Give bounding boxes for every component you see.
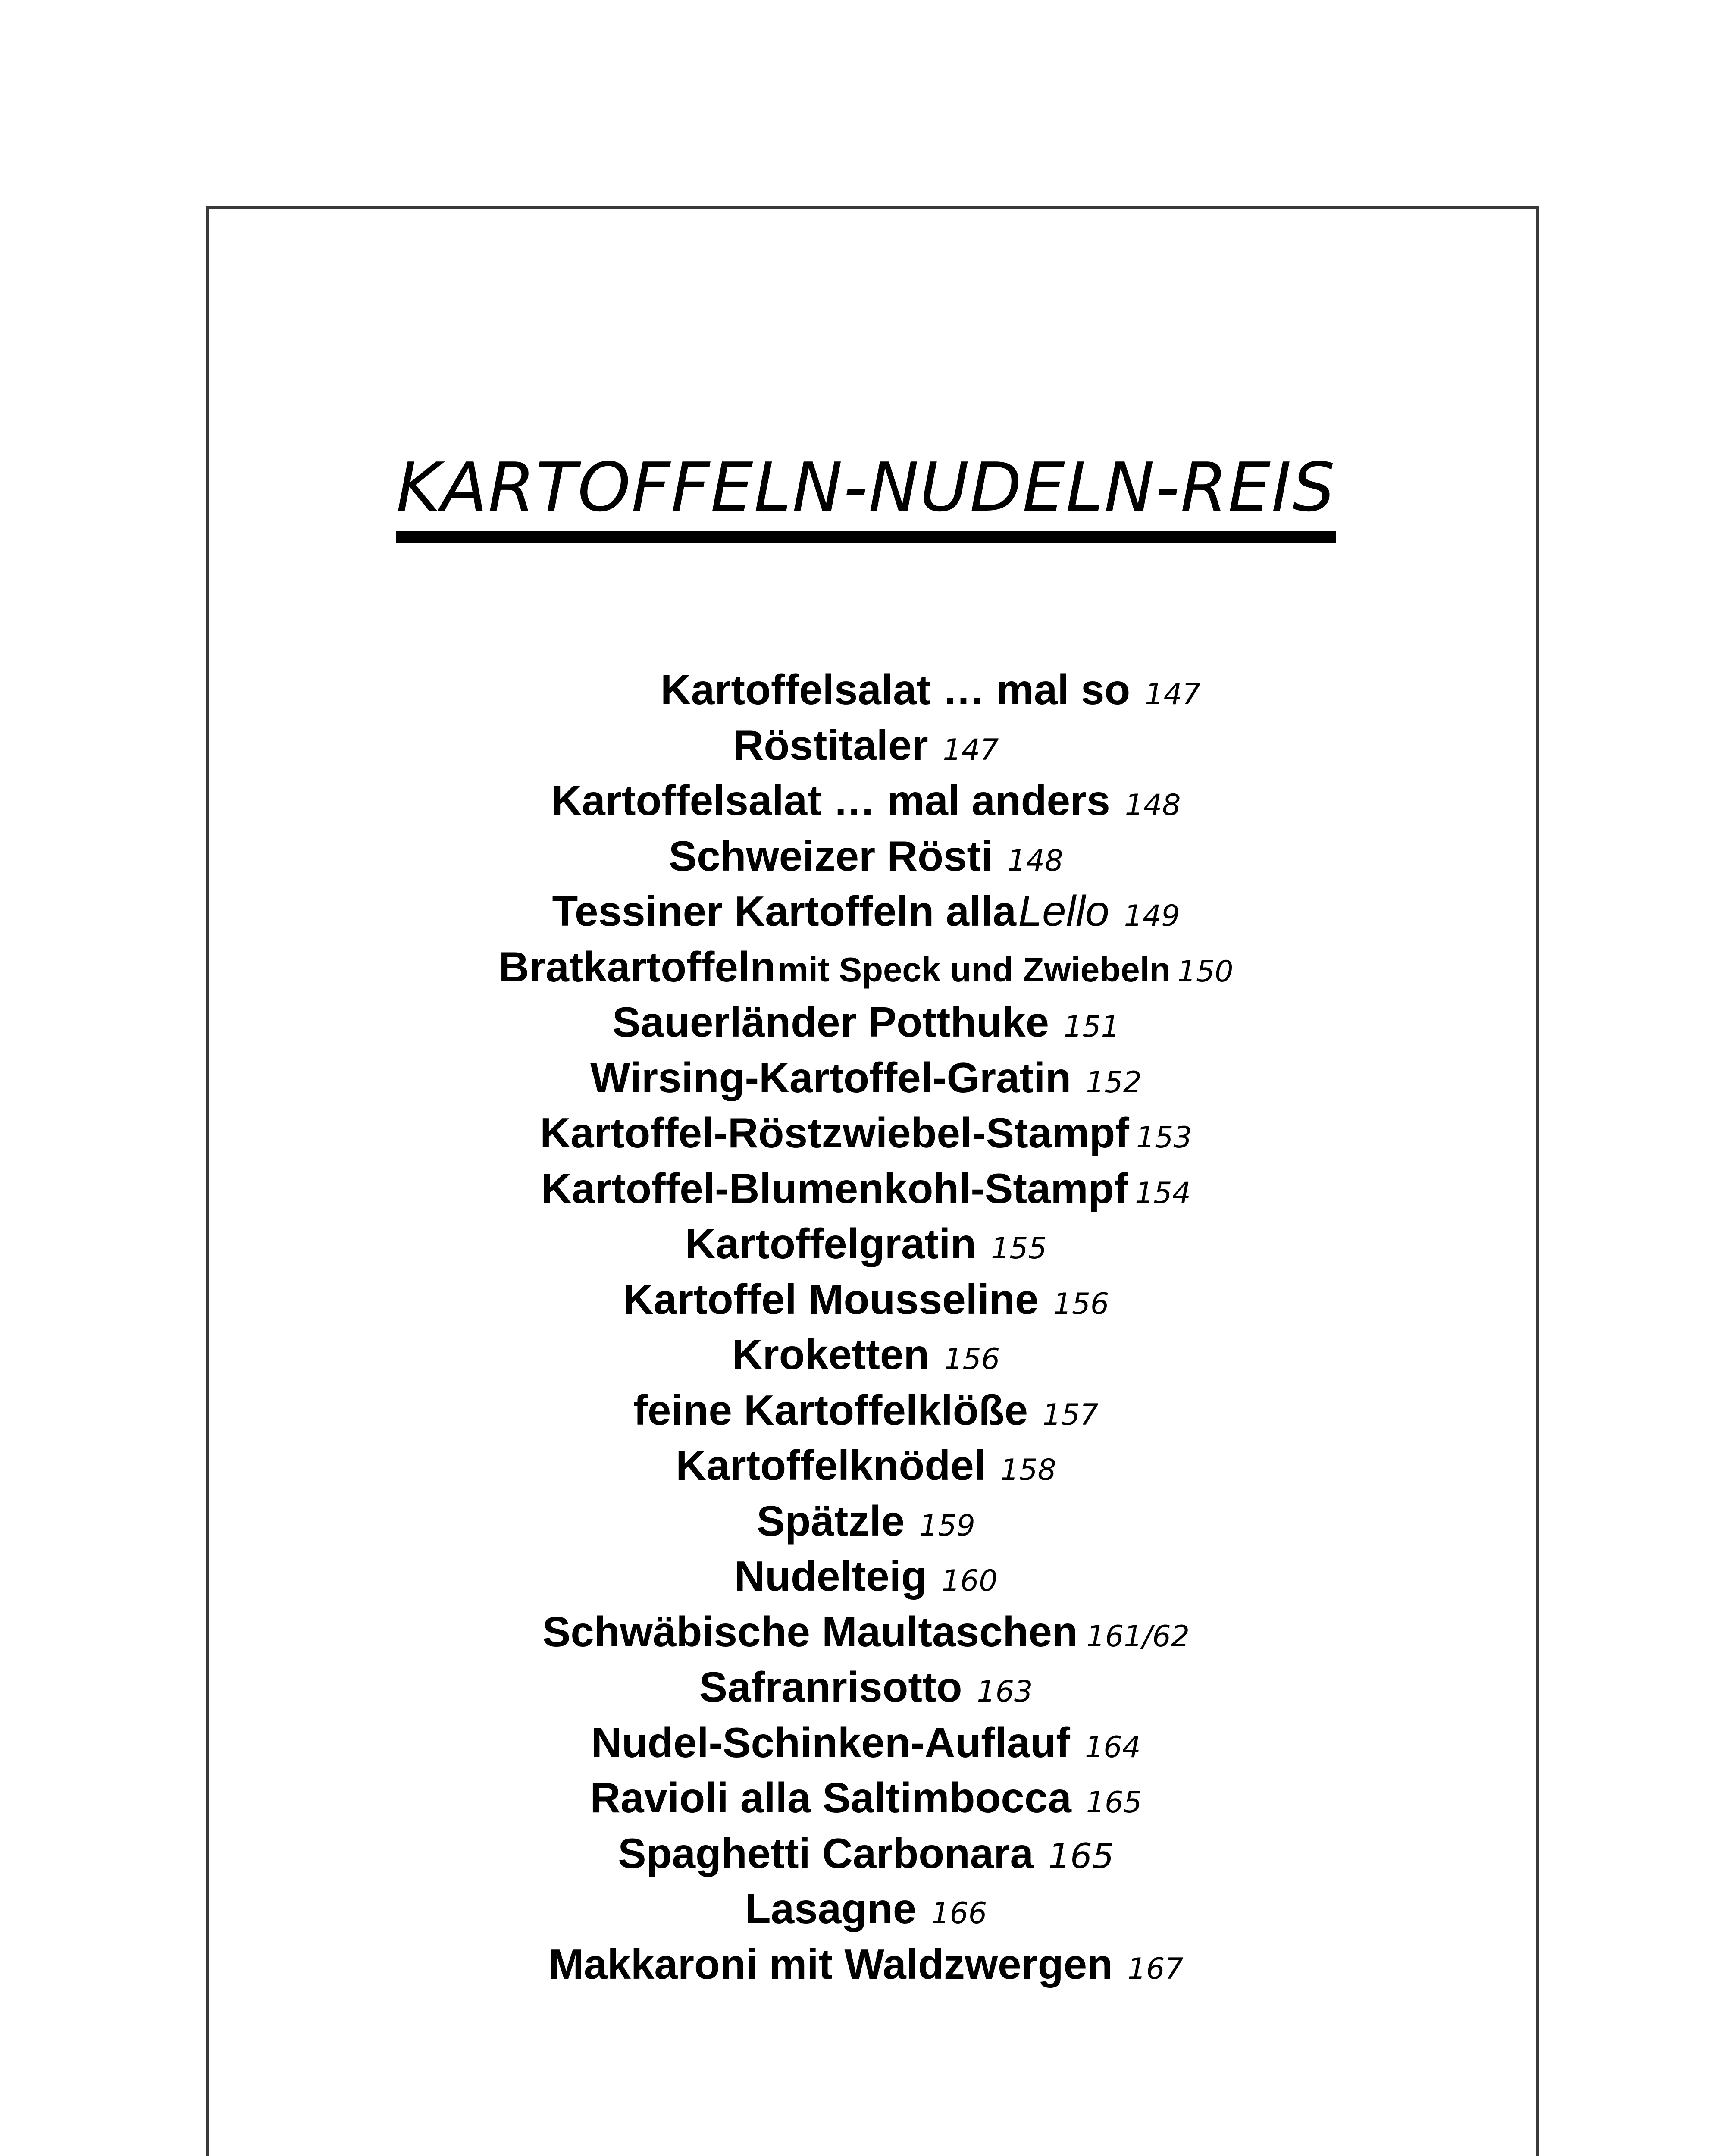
- toc-entry: [0, 718, 1732, 773]
- toc-entry-title: Makkaroni mit Waldzwergen: [548, 1940, 1113, 1988]
- recipe-index: [0, 662, 1732, 1992]
- toc-entry-title: Kartoffelgratin: [685, 1220, 977, 1267]
- toc-entry-title: Spaghetti Carbonara: [618, 1829, 1034, 1877]
- toc-entry-page: 158: [1000, 1453, 1056, 1487]
- toc-entry: [0, 1826, 1732, 1881]
- page-title: [0, 448, 1732, 543]
- toc-entry: [0, 939, 1732, 995]
- toc-entry-title: Kartoffel Mousseline: [623, 1275, 1039, 1323]
- toc-entry-page: 150: [1177, 954, 1234, 989]
- toc-entry-title: Schweizer Rösti: [668, 832, 993, 880]
- toc-entry: [0, 1216, 1732, 1272]
- toc-entry: [0, 1050, 1732, 1106]
- toc-entry: [0, 1272, 1732, 1327]
- toc-entry: [0, 1548, 1732, 1604]
- toc-entry-page: 159: [919, 1508, 975, 1543]
- toc-entry: [0, 884, 1732, 939]
- page-title-text: KARTOFFELN-NUDELN-REIS: [396, 453, 1336, 543]
- toc-entry-title: Röstitaler: [733, 721, 928, 769]
- toc-entry-page: 166: [931, 1896, 987, 1930]
- toc-entry: [0, 1382, 1732, 1438]
- toc-entry-title: Nudelteig: [734, 1552, 927, 1600]
- toc-entry: [0, 662, 1732, 718]
- toc-entry: [0, 828, 1732, 884]
- toc-entry: [0, 1105, 1732, 1161]
- toc-entry: [0, 1161, 1732, 1216]
- toc-entry-title: Kartoffelsalat … mal anders: [551, 777, 1110, 824]
- toc-entry-title: Kroketten: [732, 1331, 930, 1378]
- toc-entry-page: 164: [1084, 1730, 1141, 1764]
- toc-entry-subtitle: mit Speck und Zwiebeln: [777, 950, 1171, 989]
- toc-entry: [0, 1438, 1732, 1493]
- toc-entry: [0, 1604, 1732, 1660]
- toc-entry-page: 153: [1136, 1121, 1192, 1155]
- toc-entry-page: 163: [977, 1675, 1033, 1709]
- toc-entry: [0, 773, 1732, 828]
- toc-entry: [0, 1881, 1732, 1937]
- toc-entry-page: 167: [1127, 1952, 1184, 1986]
- toc-entry-page: 147: [1145, 677, 1201, 711]
- toc-entry-title: Lasagne: [745, 1885, 917, 1932]
- toc-entry-title: Nudel-Schinken-Auflauf: [591, 1718, 1070, 1766]
- toc-entry-page: 148: [1007, 843, 1064, 878]
- toc-entry: [0, 1493, 1732, 1549]
- toc-entry: [0, 1715, 1732, 1771]
- toc-entry-title: Schwäbische Maultaschen: [542, 1608, 1078, 1655]
- toc-entry-page: 165: [1048, 1836, 1114, 1876]
- toc-entry-page: 157: [1043, 1398, 1099, 1432]
- toc-entry-title: Sauerländer Potthuke: [612, 998, 1049, 1046]
- toc-entry-page: 149: [1124, 899, 1180, 933]
- toc-entry-page: 156: [1053, 1287, 1109, 1321]
- toc-entry-title: Spätzle: [757, 1497, 905, 1545]
- toc-entry-title: Kartoffel-Blumenkohl-Stampf: [541, 1164, 1128, 1212]
- toc-entry: [0, 1937, 1732, 1992]
- toc-entry-page: 155: [991, 1232, 1047, 1266]
- toc-entry-title: Ravioli alla Saltimbocca: [590, 1774, 1071, 1821]
- toc-entry-page: 161/62: [1086, 1619, 1190, 1654]
- toc-entry-page: 151: [1064, 1010, 1120, 1044]
- toc-entry-title: Wirsing-Kartoffel-Gratin: [590, 1053, 1071, 1101]
- toc-entry-page: 160: [941, 1564, 998, 1598]
- toc-entry: [0, 1659, 1732, 1715]
- toc-entry-title-italic: Lello: [1018, 887, 1109, 935]
- toc-entry-page: 148: [1124, 788, 1181, 822]
- toc-entry-page: 156: [944, 1342, 1000, 1376]
- toc-entry: [0, 1770, 1732, 1826]
- toc-entry-title: Kartoffelknödel: [676, 1442, 986, 1489]
- toc-entry: [0, 1327, 1732, 1382]
- toc-entry-title: Bratkartoffeln: [498, 943, 776, 990]
- toc-entry-title: Safranrisotto: [699, 1663, 962, 1711]
- toc-entry-title: Tessiner Kartoffeln alla: [552, 887, 1016, 935]
- toc-entry-page: 154: [1135, 1176, 1191, 1210]
- toc-entry-title: Kartoffelsalat … mal so: [661, 666, 1131, 713]
- toc-entry-title: feine Kartoffelklöße: [633, 1386, 1028, 1434]
- toc-entry-page: 152: [1086, 1065, 1142, 1100]
- toc-entry-page: 147: [943, 733, 999, 767]
- toc-entry-page: 165: [1086, 1786, 1142, 1820]
- toc-entry-title: Kartoffel-Röstzwiebel-Stampf: [540, 1109, 1129, 1156]
- toc-entry: [0, 994, 1732, 1050]
